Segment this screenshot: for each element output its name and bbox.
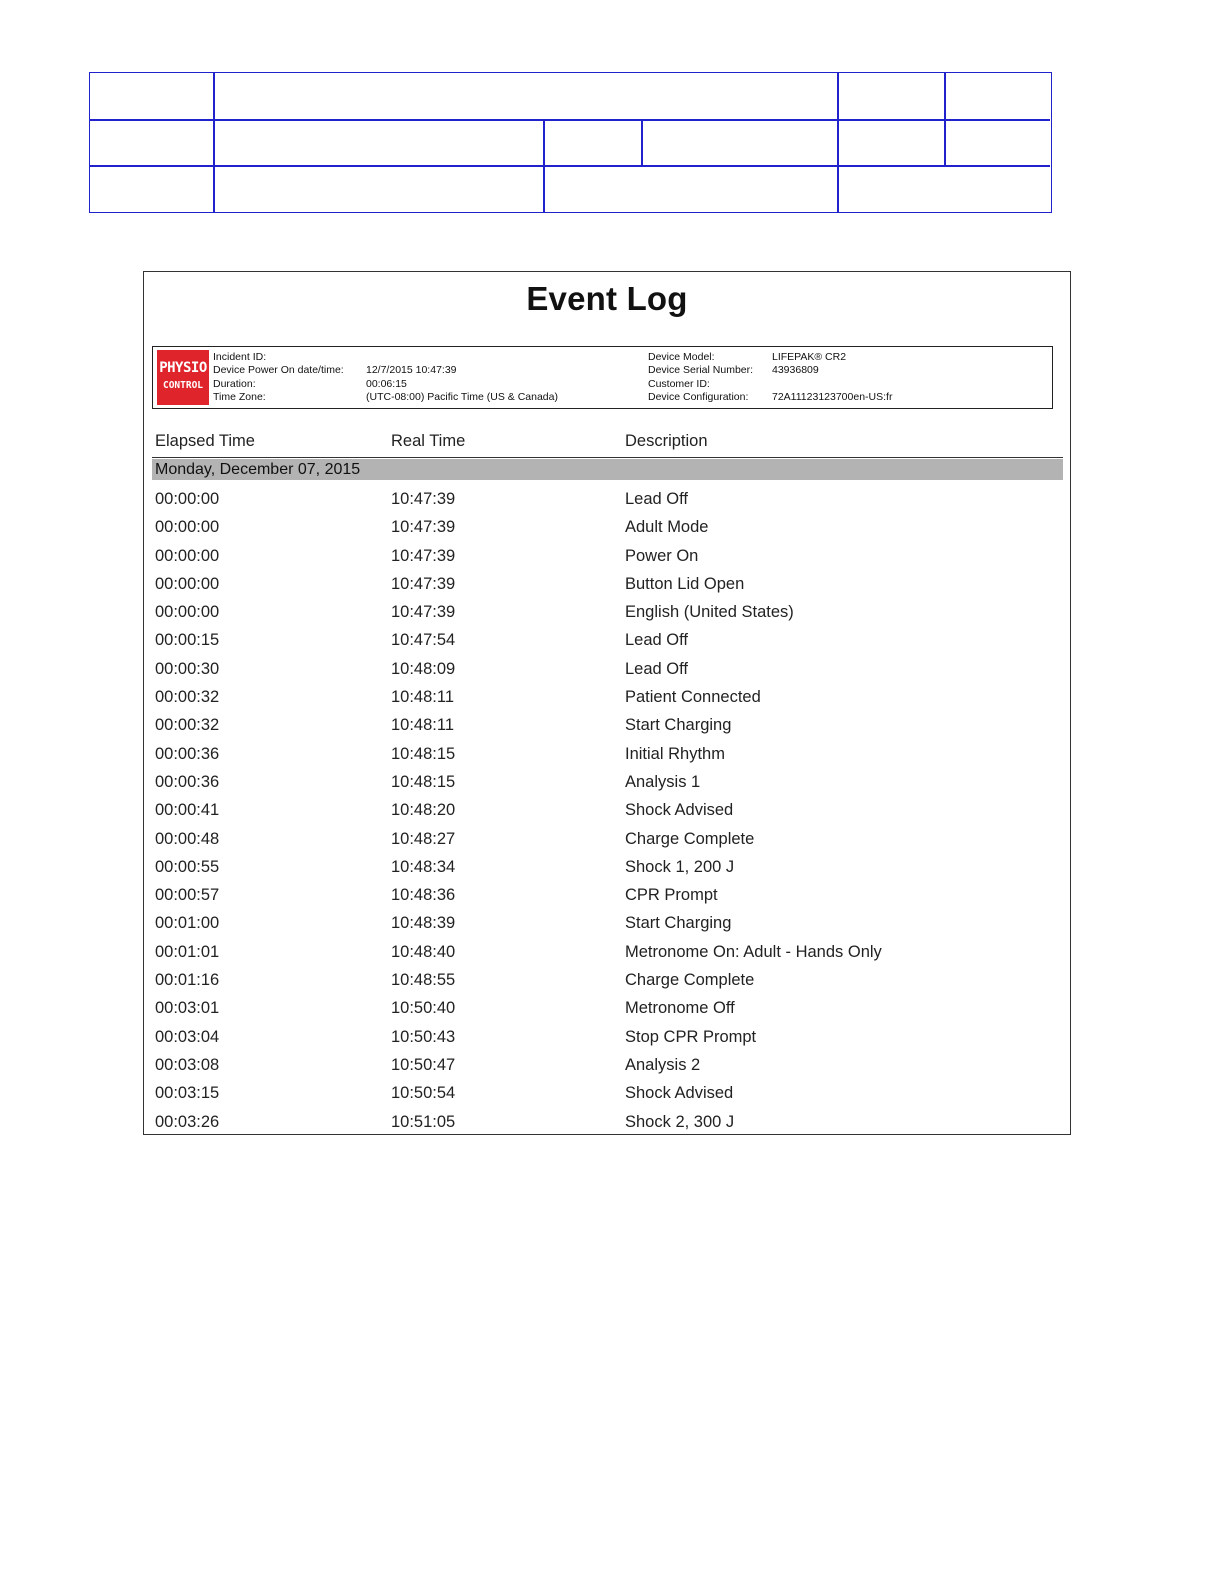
description-cell: Metronome On: Adult - Hands Only <box>625 942 882 961</box>
real-time-cell: 10:48:39 <box>391 914 456 933</box>
real-time-cell: 10:50:47 <box>391 1055 456 1074</box>
description-cell: Shock Advised <box>625 801 734 820</box>
elapsed-time-cell: 00:00:00 <box>155 574 220 593</box>
info-value: LIFEPAK® CR2 <box>772 351 847 363</box>
info-value <box>772 378 892 391</box>
event-log <box>143 271 1071 1135</box>
info-label: Device Serial Number: <box>648 364 754 377</box>
event-row <box>144 685 1070 713</box>
description-cell: Charge Complete <box>625 829 755 848</box>
event-row <box>144 827 1070 855</box>
real-time-cell: 10:48:11 <box>391 716 455 735</box>
logo-text-line1: PHYSIO <box>159 360 207 376</box>
description-cell: Lead Off <box>625 490 688 508</box>
real-time-cell: 10:47:54 <box>391 631 456 650</box>
elapsed-time-cell: 00:00:36 <box>155 744 220 763</box>
description-cell: Adult Mode <box>625 518 709 537</box>
elapsed-time-cell: 00:00:41 <box>155 801 220 820</box>
event-row <box>144 515 1070 543</box>
elapsed-time-cell: 00:00:30 <box>155 659 220 678</box>
physio-control-logo <box>157 350 209 405</box>
event-row <box>144 798 1070 826</box>
elapsed-time-cell: 00:03:04 <box>155 1027 220 1046</box>
description-cell: English (United States) <box>625 603 794 622</box>
real-time-cell: 10:48:15 <box>391 772 456 791</box>
event-row <box>144 1081 1070 1109</box>
elapsed-time-cell: 00:00:00 <box>155 546 220 565</box>
real-time-cell: 10:47:39 <box>391 546 456 565</box>
date-group-header: Monday, December 07, 2015 <box>152 459 1063 480</box>
description-cell: Metronome Off <box>625 999 735 1018</box>
info-label: Time Zone: <box>213 390 266 403</box>
elapsed-time-cell: 00:00:00 <box>155 490 220 508</box>
info-left-labels <box>213 351 344 404</box>
info-label: Device Model: <box>648 351 715 363</box>
event-row <box>144 911 1070 939</box>
event-row <box>144 572 1070 600</box>
real-time-cell: 10:48:27 <box>391 829 456 848</box>
elapsed-time-cell: 00:00:57 <box>155 886 220 905</box>
real-time-cell: 10:50:43 <box>391 1027 456 1046</box>
info-value: (UTC-08:00) Pacific Time (US & Canada) <box>366 390 558 403</box>
info-right-labels <box>648 351 753 404</box>
info-left-values <box>366 351 558 404</box>
event-row <box>144 544 1070 572</box>
info-value: 72A11123123700en-US:fr <box>772 390 893 403</box>
elapsed-time-cell: 00:00:32 <box>155 716 220 735</box>
real-time-cell: 10:51:05 <box>391 1112 456 1131</box>
description-cell: Analysis 2 <box>625 1055 701 1074</box>
grid-line <box>837 73 839 212</box>
info-value: 43936809 <box>772 364 819 377</box>
description-cell: Charge Complete <box>625 971 755 990</box>
real-time-cell: 10:48:34 <box>391 857 456 876</box>
real-time-cell: 10:47:39 <box>391 574 456 593</box>
event-row <box>144 968 1070 996</box>
description-cell: Shock 1, 200 J <box>625 857 735 876</box>
elapsed-time-cell: 00:00:15 <box>155 631 220 650</box>
real-time-cell: 10:50:40 <box>391 999 456 1018</box>
grid-line <box>944 73 946 166</box>
real-time-cell: 10:48:36 <box>391 886 456 905</box>
info-label: Device Power On date/time: <box>213 364 344 377</box>
real-time-cell: 10:48:09 <box>391 659 456 678</box>
logo-text-line2: CONTROL <box>162 380 204 391</box>
elapsed-time-cell: 00:01:01 <box>155 942 220 961</box>
column-header-description: Description <box>625 432 708 450</box>
real-time-cell: 10:48:11 <box>391 688 455 707</box>
info-value <box>366 364 558 377</box>
info-right-values <box>772 351 892 404</box>
device-info-box <box>152 346 1053 409</box>
real-time-cell: 10:48:15 <box>391 744 456 763</box>
event-row <box>144 883 1070 911</box>
info-label: Customer ID: <box>648 377 710 390</box>
description-cell: CPR Prompt <box>625 886 718 905</box>
event-row <box>144 770 1070 798</box>
description-cell: Lead Off <box>625 631 688 650</box>
elapsed-time-cell: 00:00:00 <box>155 603 220 622</box>
event-row <box>144 487 1070 515</box>
elapsed-time-cell: 00:00:48 <box>155 829 220 848</box>
real-time-cell: 10:50:54 <box>391 1084 456 1103</box>
info-value <box>366 351 558 364</box>
header-form-grid <box>89 72 1052 213</box>
description-cell: Lead Off <box>625 659 688 678</box>
event-row <box>144 657 1070 685</box>
grid-line <box>90 119 1050 121</box>
real-time-cell: 10:48:55 <box>391 971 456 990</box>
info-label: Incident ID: <box>213 351 267 363</box>
event-list <box>144 487 1070 1138</box>
description-cell: Shock Advised <box>625 1084 734 1103</box>
elapsed-time-cell: 00:03:26 <box>155 1112 220 1131</box>
grid-line <box>543 119 545 212</box>
description-cell: Initial Rhythm <box>625 744 725 763</box>
event-row <box>144 600 1070 628</box>
event-log-title: Event Log <box>526 280 688 317</box>
grid-line <box>90 165 1050 167</box>
info-value: 00:06:15 <box>366 377 407 390</box>
event-row <box>144 713 1070 741</box>
grid-line <box>213 73 215 212</box>
power-on-value: 12/7/2015 10:47:39 <box>366 364 457 377</box>
real-time-cell: 10:47:39 <box>391 603 456 622</box>
elapsed-time-cell: 00:01:16 <box>155 971 220 990</box>
elapsed-time-cell: 00:03:01 <box>155 999 220 1018</box>
event-row <box>144 855 1070 883</box>
description-cell: Power On <box>625 546 699 565</box>
info-label: Duration: <box>213 377 256 390</box>
event-row <box>144 1025 1070 1053</box>
elapsed-time-cell: 00:00:55 <box>155 857 220 876</box>
elapsed-time-cell: 00:03:08 <box>155 1055 220 1074</box>
description-cell: Shock 2, 300 J <box>625 1112 735 1131</box>
header-divider <box>152 457 1063 458</box>
real-time-cell: 10:48:20 <box>391 801 456 820</box>
description-cell: Patient Connected <box>625 688 761 707</box>
event-row <box>144 628 1070 656</box>
event-row <box>144 996 1070 1024</box>
elapsed-time-cell: 00:00:36 <box>155 772 220 791</box>
description-cell: Button Lid Open <box>625 574 745 593</box>
real-time-cell: 10:47:39 <box>391 518 456 537</box>
description-cell: Start Charging <box>625 914 732 933</box>
description-cell: Analysis 1 <box>625 772 701 791</box>
description-cell: Start Charging <box>625 716 732 735</box>
column-header-real-time: Real Time <box>391 432 466 450</box>
grid-line <box>641 119 643 166</box>
info-label: Device Configuration: <box>648 390 749 403</box>
elapsed-time-cell: 00:03:15 <box>155 1084 220 1103</box>
real-time-cell: 10:47:39 <box>391 490 456 508</box>
elapsed-time-cell: 00:00:00 <box>155 518 220 537</box>
elapsed-time-cell: 00:00:32 <box>155 688 220 707</box>
column-header-elapsed: Elapsed Time <box>155 432 255 450</box>
real-time-cell: 10:48:40 <box>391 942 456 961</box>
elapsed-time-cell: 00:01:00 <box>155 914 220 933</box>
event-row <box>144 940 1070 968</box>
event-row <box>144 1110 1070 1138</box>
description-cell: Stop CPR Prompt <box>625 1027 757 1046</box>
event-row <box>144 742 1070 770</box>
event-row <box>144 1053 1070 1081</box>
